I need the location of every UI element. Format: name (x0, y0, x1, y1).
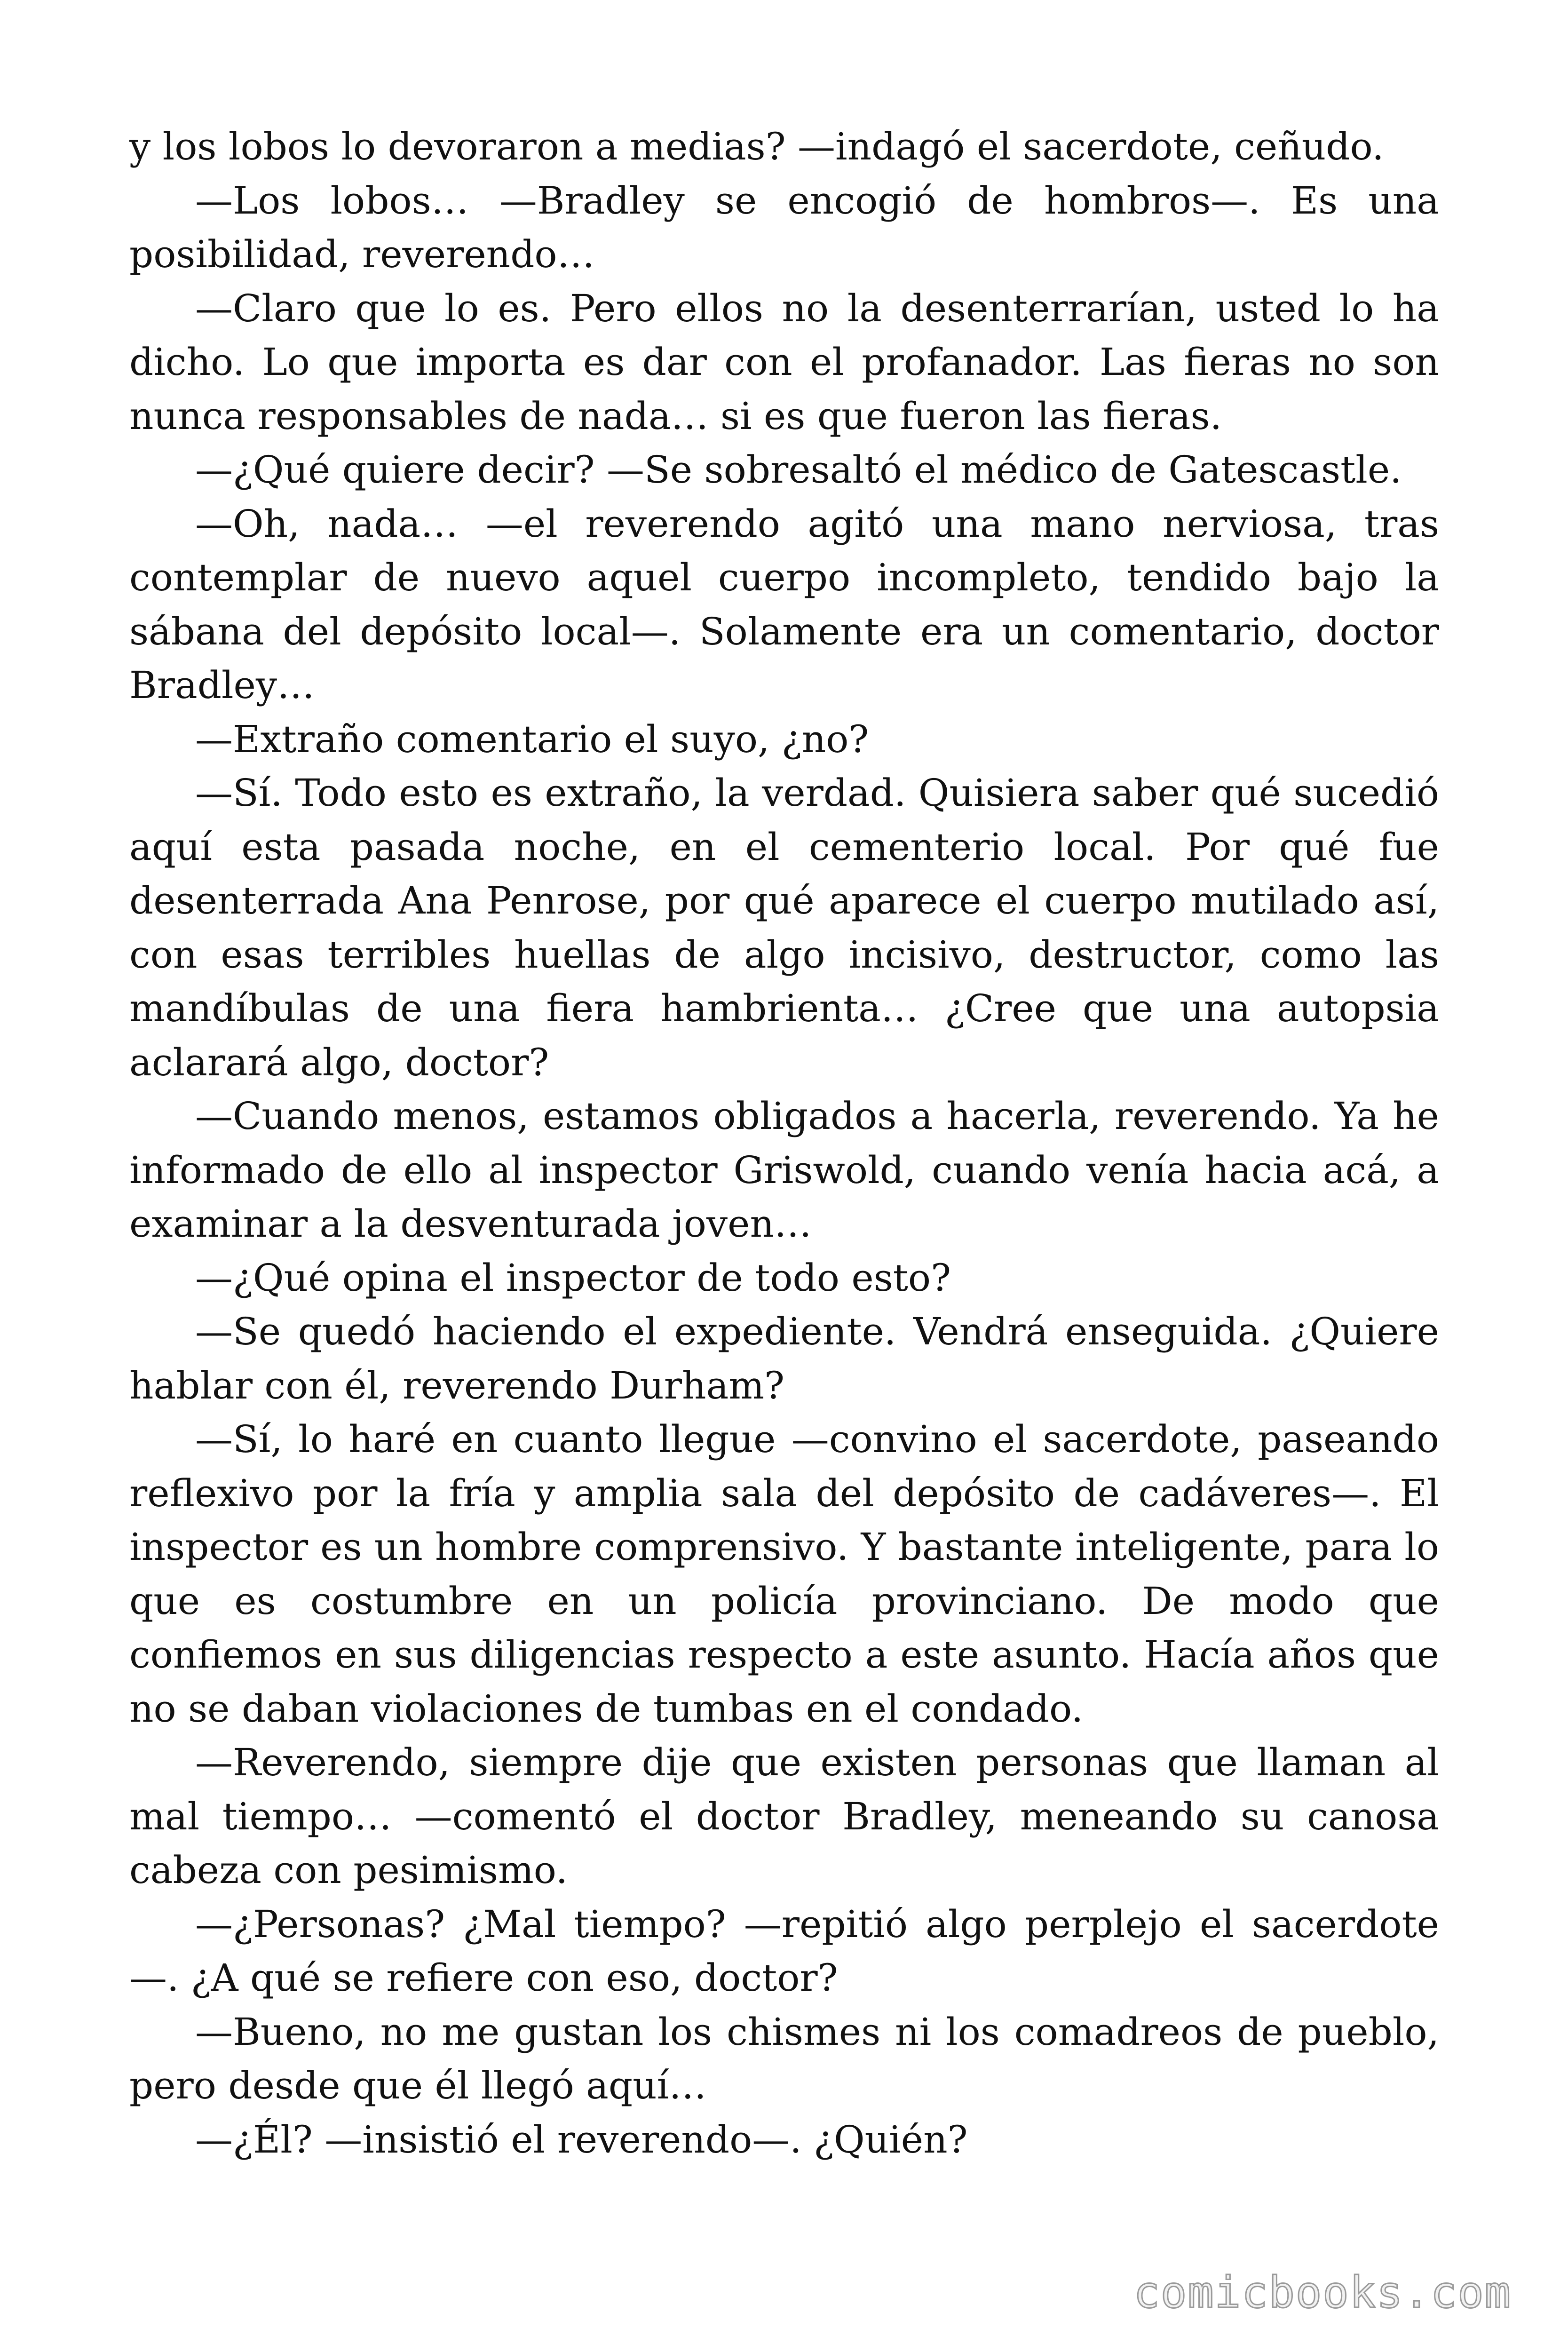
paragraph-15: —¿Él? —insistió el reverendo—. ¿Quién? (195, 2117, 968, 2161)
paragraph-2: —Los lobos… —Bradley se encogió de hombros—. Es una posibilidad, reverendo… (129, 178, 1439, 276)
paragraph-11: —Sí, lo haré en cuanto llegue —convino el sacerdote, paseando reflexivo por la fría y amplia sala del depósito de cadáveres—. El inspector es un hombre comprensivo. Y bastante inteligente, para lo que es costumbre en un policía provinciano. De modo que confiemos en sus diligencias respecto a este asunto. Hacía años que no se daban violaciones de tumbas en el condado. (129, 1417, 1439, 1731)
paragraph-10: —Se quedó haciendo el expediente. Vendrá enseguida. ¿Quiere hablar con él, reverendo Durham? (129, 1310, 1439, 1407)
paragraph-3: —Claro que lo es. Pero ellos no la desenterrarían, usted lo ha dicho. Lo que importa es dar con el profanador. Las fieras no son nunca responsables de nada… si es que fueron las fieras. (129, 286, 1439, 438)
paragraph-5: —Oh, nada… —el reverendo agitó una mano nerviosa, tras contemplar de nuevo aquel cuerpo incompleto, tendido bajo la sábana del depósito local—. Solamente era un comentario, doctor Bradley… (129, 501, 1439, 707)
paragraph-1: y los lobos lo devoraron a medias? —indagó el sacerdote, ceñudo. (129, 125, 1384, 168)
paragraph-9: —¿Qué opina el inspector de todo esto? (195, 1255, 951, 1300)
paragraph-4: —¿Qué quiere decir? —Se sobresaltó el médico de Gatescastle. (195, 448, 1402, 492)
paragraph-6: —Extraño comentario el suyo, ¿no? (195, 717, 869, 761)
paragraph-13: —¿Personas? ¿Mal tiempo? —repitió algo perplejo el sacerdote —. ¿A qué se refiere con eso, doctor? (129, 1902, 1439, 2000)
paragraph-14: —Bueno, no me gustan los chismes ni los comadreos de pueblo, pero desde que él llegó aquí… (129, 2010, 1439, 2107)
paragraph-7: —Sí. Todo esto es extraño, la verdad. Quisiera saber qué sucedió aquí esta pasada noche, en el cementerio local. Por qué fue desenterrada Ana Penrose, por qué aparece el cuerpo mutilado así, con esas terribles huellas de algo incisivo, destructor, como las mandíbulas de una fiera hambrienta… ¿Cree que una autopsia aclarará algo, doctor? (129, 771, 1439, 1084)
watermark: comicbooks.com (1133, 2267, 1512, 2318)
body-text (129, 120, 1439, 2167)
paragraph-8: —Cuando menos, estamos obligados a hacerla, reverendo. Ya he informado de ello al inspector Griswold, cuando venía hacia acá, a examinar a la desventurada joven… (129, 1094, 1439, 1246)
paragraph-12: —Reverendo, siempre dije que existen personas que llaman al mal tiempo… —comentó el doctor Bradley, meneando su canosa cabeza con pesimismo. (129, 1740, 1439, 1892)
